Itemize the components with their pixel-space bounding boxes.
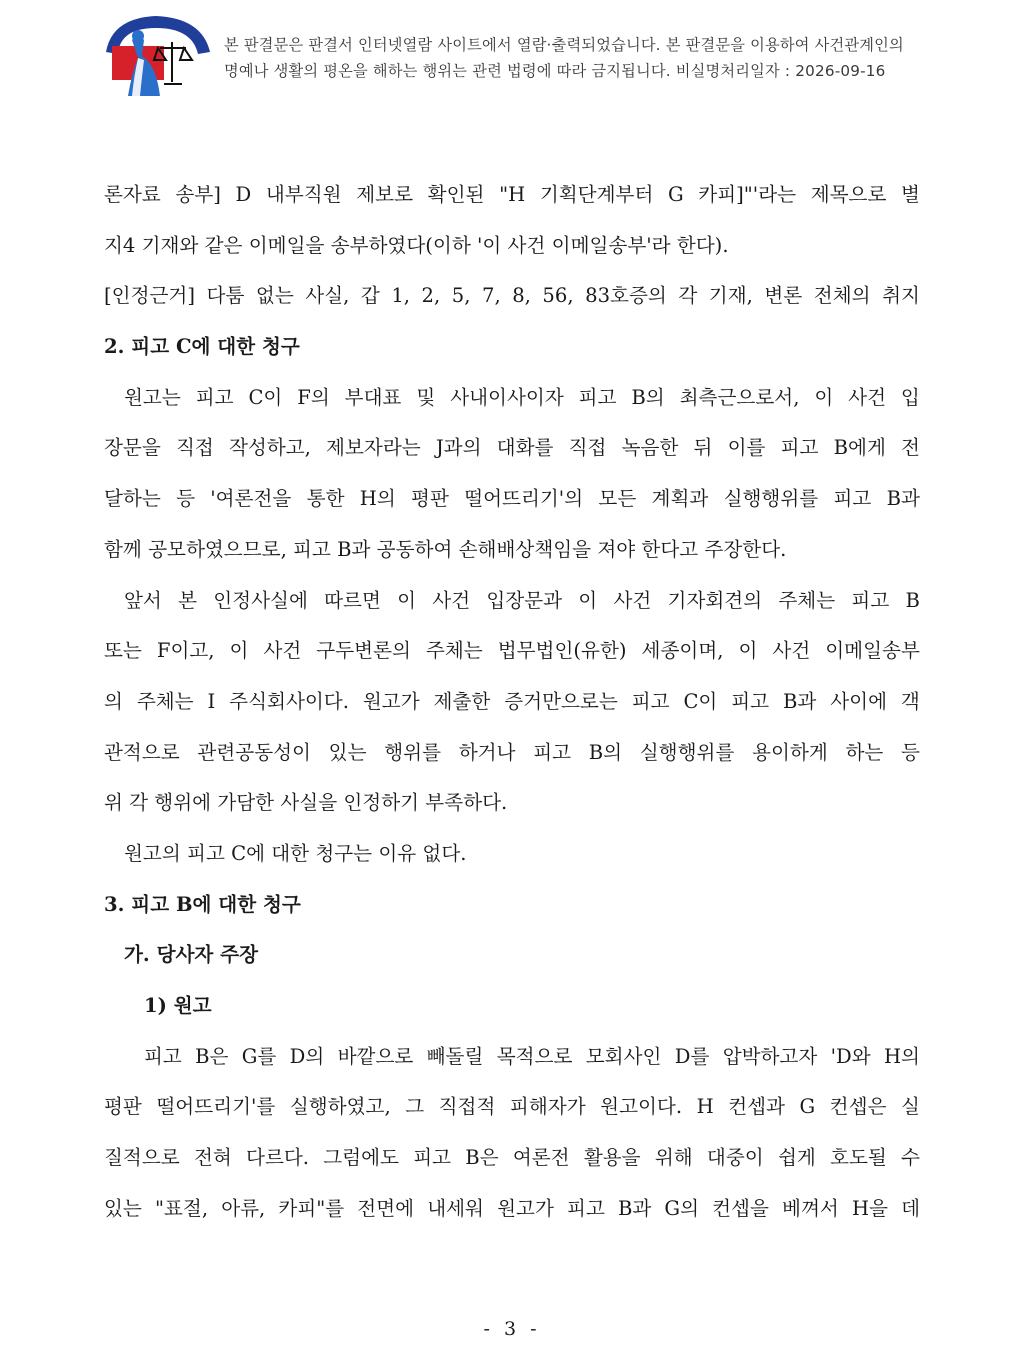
word: 모든 <box>598 487 637 511</box>
word: 직접 <box>175 436 214 460</box>
word: 송부] <box>175 183 221 206</box>
evidence-basis-line <box>104 281 920 332</box>
word: J과의 <box>435 436 482 460</box>
word: 직접적 <box>438 1095 496 1119</box>
word: 하거나 <box>458 740 516 764</box>
body-line: 함께 공모하였으므로, 피고 B과 공동하여 손해배상책임을 져야 한다고 주장한다. <box>104 537 787 561</box>
word: 이메일송부 <box>825 639 920 663</box>
word: 사건 <box>432 588 471 612</box>
word: 따르면 <box>324 588 381 612</box>
word: 내부직원 <box>265 183 342 206</box>
word: 질적으로 <box>104 1146 180 1170</box>
word: 떨어뜨리기'의 <box>464 487 584 511</box>
body-line: 위 각 행위에 가담한 사실을 인정하기 부족하다. <box>104 791 508 815</box>
word: 및 <box>416 385 436 409</box>
word: 주체는 <box>778 588 836 612</box>
word: 활용을 <box>583 1146 641 1170</box>
subsection-heading: 1) 원고 <box>144 994 212 1017</box>
word: 다르다. <box>246 1146 310 1170</box>
word: B과 <box>617 1196 652 1220</box>
word: 피고 <box>851 588 890 612</box>
word: 피고 <box>195 385 234 409</box>
word: 빼돌릴 <box>426 1044 484 1068</box>
word: 바깥으로 <box>337 1044 414 1068</box>
body-line <box>104 433 920 484</box>
word: 피고 <box>533 740 572 764</box>
word: 관적으로 <box>104 740 180 764</box>
word: 또는 <box>104 639 142 663</box>
word: 최측근으로서, <box>679 385 800 409</box>
body-line <box>104 1143 920 1194</box>
word: F의 <box>297 385 330 409</box>
word: 피해자가 <box>509 1095 586 1119</box>
usage-notice <box>224 32 1004 84</box>
word: F이고, <box>156 639 215 663</box>
word: 이 <box>814 385 834 409</box>
word: 8, <box>512 284 531 308</box>
word: 7, <box>481 284 501 308</box>
word: 변론 <box>764 284 803 308</box>
word: 입 <box>900 385 920 409</box>
body-line <box>104 1042 920 1093</box>
word: B은 <box>465 1146 499 1170</box>
word: 실행행위를 <box>723 487 819 511</box>
word: 사이에 <box>830 689 888 713</box>
word: 압박하고자 <box>722 1044 818 1068</box>
word: 여론전 <box>512 1146 570 1170</box>
word: 컨셉은 <box>829 1095 887 1119</box>
word: 계획과 <box>651 487 709 511</box>
word: 대화를 <box>496 436 554 460</box>
word: 피고 <box>578 385 617 409</box>
word: 수 <box>901 1146 920 1170</box>
word: G <box>799 1095 816 1119</box>
word: 인정사실에 <box>213 588 308 612</box>
body-line <box>104 484 920 535</box>
subsection-heading: 가. 당사자 주장 <box>124 943 259 967</box>
word: 떨어뜨리기'를 <box>156 1095 276 1119</box>
judgment-body <box>104 180 920 1244</box>
body-line <box>104 1092 920 1143</box>
word: 구두변론의 <box>316 639 411 663</box>
word: 이 <box>229 639 249 663</box>
word: C이 <box>683 689 718 713</box>
word: 전면에 <box>357 1196 415 1220</box>
word: [인정근거] <box>104 284 195 308</box>
word: 모회사인 <box>585 1044 662 1068</box>
word: 기자회견의 <box>667 588 763 612</box>
word: 피고 <box>631 689 670 713</box>
word: 2, <box>421 284 441 308</box>
word: 통한 <box>306 487 345 511</box>
body-line <box>104 586 920 637</box>
word: 실행하였고, <box>289 1095 391 1119</box>
word: 사건 <box>848 385 886 409</box>
word: 목적으로 <box>496 1044 573 1068</box>
word: 위해 <box>654 1146 693 1170</box>
word: 내세워 <box>427 1196 484 1220</box>
body-line <box>104 738 920 789</box>
word: 이를 <box>727 436 766 460</box>
word: D <box>235 183 252 206</box>
notice-line: 본 판결문은 판결서 인터넷열람 사이트에서 열람·출력되었습니다. 본 판결문을 이용하여 사건관계인의 <box>224 36 904 54</box>
word: G의 <box>664 1196 700 1220</box>
word: 컨셉을 <box>712 1196 769 1220</box>
word: D의 <box>289 1044 325 1068</box>
word: 그 <box>405 1095 425 1119</box>
word: C이 <box>248 385 283 409</box>
word: 사실, <box>305 284 350 308</box>
word: B과 <box>783 689 817 713</box>
body-line <box>104 687 920 738</box>
word: 쉽게 <box>777 1146 816 1170</box>
word: 카피"를 <box>278 1196 345 1220</box>
word: 피고 <box>413 1146 452 1170</box>
word: B의 <box>631 385 665 409</box>
word: 아류, <box>221 1196 266 1220</box>
word: 사내이사이자 <box>450 385 564 409</box>
word: 제보로 <box>356 183 414 206</box>
word: 이 <box>738 639 758 663</box>
word: 확인된 <box>427 183 485 206</box>
word: 데 <box>901 1196 920 1220</box>
word: 83호증의 <box>585 284 667 308</box>
word: H의 <box>359 487 396 511</box>
word: 별 <box>901 183 920 206</box>
word: 컨셉과 <box>728 1095 785 1119</box>
word: 앞서 <box>124 588 162 612</box>
word: 피고 <box>731 689 770 713</box>
word: 평판 <box>104 1095 142 1119</box>
word: D를 <box>674 1044 710 1068</box>
word: '여론전을 <box>210 487 292 511</box>
word: 녹음한 <box>621 436 679 460</box>
word: 기획단계부터 <box>539 183 654 206</box>
word: B에게 <box>833 436 886 460</box>
word: 전체의 <box>813 284 871 308</box>
word: 등 <box>176 487 195 511</box>
section-heading: 3. 피고 B에 대한 청구 <box>104 892 301 916</box>
word: 법무법인(유한) <box>497 639 627 663</box>
word: 'D와 <box>830 1044 871 1068</box>
word: 제보자라는 <box>326 436 421 460</box>
body-line <box>104 180 920 231</box>
word: 세종이며, <box>641 639 724 663</box>
word: 있는 <box>328 740 367 764</box>
word: 전혀 <box>193 1146 232 1170</box>
word: 하는 <box>845 740 884 764</box>
word: H <box>696 1095 714 1119</box>
body-line <box>104 1194 920 1245</box>
word: 증거만으로는 <box>504 689 618 713</box>
word: B과 <box>886 487 920 511</box>
word: 갑 <box>360 284 380 308</box>
word: 평판 <box>411 487 449 511</box>
word: 각 <box>678 284 698 308</box>
court-seal-logo <box>98 12 216 98</box>
word: 원고가 <box>497 1196 554 1220</box>
word: 피고 <box>833 487 872 511</box>
word: 원고가 <box>362 689 420 713</box>
word: 등 <box>901 740 920 764</box>
word: 호도될 <box>830 1146 887 1170</box>
word: G <box>668 183 684 206</box>
word: 전 <box>901 436 920 460</box>
body-line: 지4 기재와 같은 이메일을 송부하였다(이하 '이 사건 이메일송부'라 한다). <box>104 233 729 257</box>
word: 기재, <box>708 284 753 308</box>
word: I <box>207 689 216 713</box>
word: 장문을 <box>104 436 161 460</box>
word: "표절, <box>154 1196 209 1220</box>
word: B의 <box>588 740 623 764</box>
word: 피고 <box>144 1044 182 1068</box>
word: 없는 <box>255 284 294 308</box>
word: "H <box>499 183 526 206</box>
word: 객 <box>900 689 920 713</box>
word: 56, <box>542 284 574 308</box>
word: 사건 <box>613 588 652 612</box>
word: 부대표 <box>344 385 402 409</box>
word: 용이하게 <box>752 740 828 764</box>
word: 실행행위를 <box>639 740 735 764</box>
word: 사건 <box>263 639 302 663</box>
word: 사건 <box>772 639 811 663</box>
word: 이 <box>397 588 417 612</box>
body-line <box>104 383 920 434</box>
word: 주체는 <box>425 639 483 663</box>
word: B <box>905 588 920 612</box>
word: 제출한 <box>433 689 491 713</box>
word: 대중이 <box>706 1146 764 1170</box>
word: 실 <box>900 1095 920 1119</box>
word: 있는 <box>104 1196 142 1220</box>
word: 5, <box>451 284 471 308</box>
word: 베껴서 <box>782 1196 839 1220</box>
word: B은 <box>195 1044 229 1068</box>
word: 작성하고, <box>228 436 311 460</box>
word: H을 <box>851 1196 888 1220</box>
word: 취지 <box>882 284 920 308</box>
word: 원고는 <box>124 385 181 409</box>
body-line <box>104 636 920 687</box>
word: 관련공동성이 <box>197 740 311 764</box>
word: 주체는 <box>136 689 194 713</box>
body-line: 원고의 피고 C에 대한 청구는 이유 없다. <box>124 841 467 865</box>
word: 론자료 <box>104 183 161 206</box>
word: 달하는 <box>104 487 161 511</box>
page-header <box>0 0 1024 110</box>
section-heading: 2. 피고 C에 대한 청구 <box>104 335 300 359</box>
word: 본 <box>178 588 198 612</box>
word: 피고 <box>780 436 819 460</box>
word: 직접 <box>568 436 607 460</box>
word: 다툼 <box>206 284 245 308</box>
word: 1, <box>391 284 411 308</box>
word: 원고이다. <box>600 1095 683 1119</box>
word: 의 <box>104 689 123 713</box>
word: 입장문과 <box>486 588 563 612</box>
word: 뒤 <box>693 436 713 460</box>
notice-line: 명예나 생활의 평온을 해하는 행위는 관련 법령에 따라 금지됩니다. 비실명처리일자 : 2026-09-16 <box>224 62 886 80</box>
word: 이 <box>578 588 598 612</box>
word: 주식회사이다. <box>229 689 349 713</box>
word: 행위를 <box>384 740 442 764</box>
word: 제목으로 <box>810 183 887 206</box>
page-number: - 3 - <box>483 1318 541 1340</box>
word: H의 <box>883 1044 920 1068</box>
word: 카피]"'라는 <box>698 183 797 206</box>
word: 피고 <box>567 1196 605 1220</box>
word: G를 <box>241 1044 277 1068</box>
word: 그럼에도 <box>323 1146 399 1170</box>
